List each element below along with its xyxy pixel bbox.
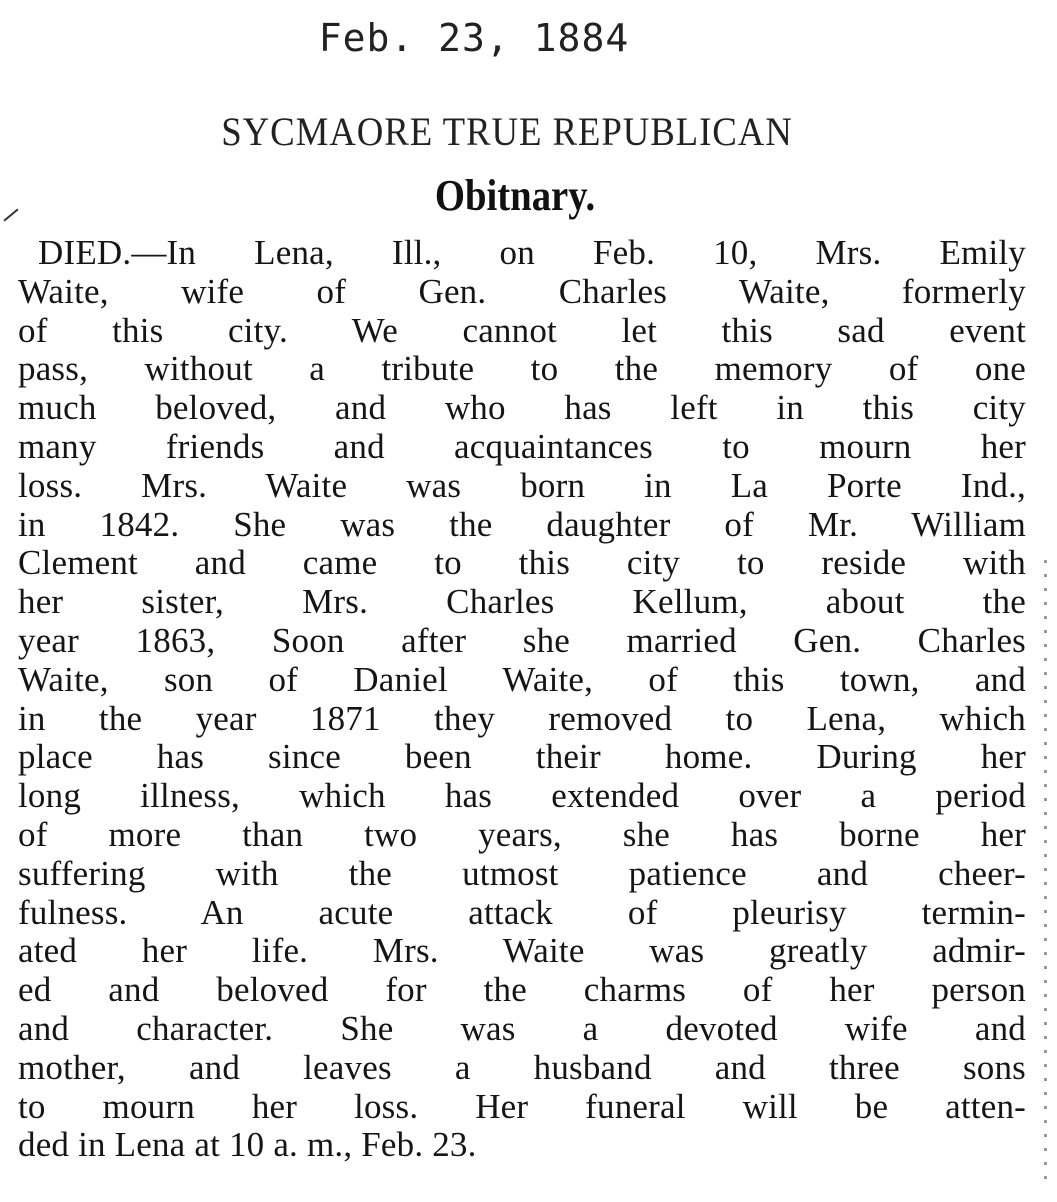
body-line-9: Clement and came to this city to reside with [18,543,1026,583]
body-line-11: year 1863, Soon after she married Gen. Charles [18,620,1026,660]
body-line-10: her sister, Mrs. Charles Kellum, about the [18,582,1026,622]
body-line-14: place has since been their home. During her [18,737,1026,777]
clipping-date: Feb. 23, 1884 [318,16,630,60]
body-line-2: Waite, wife of Gen. Charles Waite, formerly [18,271,1026,311]
newspaper-name: SYCMAORE TRUE REPUBLICAN [221,109,793,154]
body-line-3: of this city. We cannot let this sad event [18,310,1026,350]
body-line-21: and character. She was a devoted wife and [18,1008,1026,1048]
body-line-5: much beloved, and who has left in this city [18,388,1026,428]
body-line-4: pass, without a tribute to the memory of one [18,349,1026,389]
obituary-body [18,234,1026,1165]
body-line-1: DIED.—In Lena, Ill., on Feb. 10, Mrs. Emily [38,233,1026,272]
body-line-15: long illness, which has extended over a period [18,776,1026,816]
obituary-headline: Obitnary. [434,171,596,220]
body-line-17: suffering with the utmost patience and cheer- [18,853,1026,893]
body-line-23: to mourn her loss. Her funeral will be atten- [18,1086,1026,1126]
body-line-13: in the year 1871 they removed to Lena, which [18,698,1026,738]
body-line-8: in 1842. She was the daughter of Mr. William [18,504,1026,544]
body-line-6: many friends and acquaintances to mourn her [18,426,1026,466]
stray-pen-mark [3,208,18,221]
body-line-24: ded in Lena at 10 a. m., Feb. 23. [18,1125,477,1165]
body-line-16: of more than two years, she has borne her [18,814,1026,854]
body-line-12: Waite, son of Daniel Waite, of this town, and [18,659,1026,699]
body-line-22: mother, and leaves a husband and three sons [18,1047,1026,1087]
clipping-edge-perforation [1044,560,1047,1180]
body-line-7: loss. Mrs. Waite was born in La Porte Ind., [18,465,1026,505]
body-line-19: ated her life. Mrs. Waite was greatly admir- [18,931,1026,971]
body-line-18: fulness. An acute attack of pleurisy termin- [18,892,1026,932]
body-line-20: ed and beloved for the charms of her person [18,970,1026,1010]
